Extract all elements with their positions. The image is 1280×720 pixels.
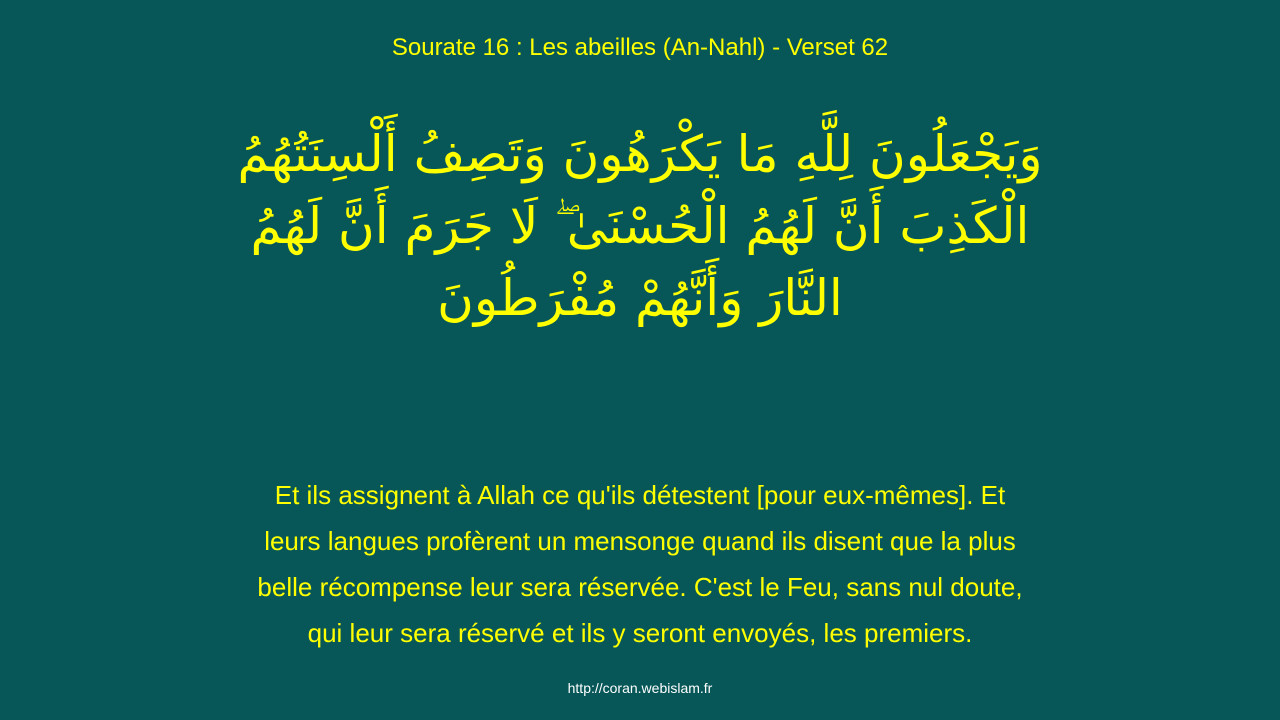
translation-line: Et ils assignent à Allah ce qu'ils détestent [pour eux-mêmes]. Et [274, 480, 1006, 510]
arabic-verse-line: وَيَجْعَلُونَ لِلَّهِ مَا يَكْرَهُونَ وَتَصِفُ أَلْسِنَتُهُمُ [237, 125, 1043, 183]
arabic-verse-line: الْكَذِبَ أَنَّ لَهُمُ الْحُسْنَىٰ ۖ لَا جَرَمَ أَنَّ لَهُمُ [250, 197, 1030, 255]
arabic-verse [190, 118, 1090, 334]
arabic-verse-line: النَّارَ وَأَنَّهُمْ مُفْرَطُونَ [437, 269, 843, 327]
page-title: Sourate 16 : Les abeilles (An-Nahl) - Verset 62 [391, 34, 889, 61]
translation-line: qui leur sera réservé et ils y seront envoyés, les premiers. [307, 618, 973, 648]
source-url: http://coran.webislam.fr [567, 680, 713, 696]
translation-line: belle récompense leur sera réservée. C'est le Feu, sans nul doute, [257, 572, 1023, 602]
french-translation [180, 472, 1100, 656]
translation-line: leurs langues profèrent un mensonge quand ils disent que la plus [264, 526, 1016, 556]
